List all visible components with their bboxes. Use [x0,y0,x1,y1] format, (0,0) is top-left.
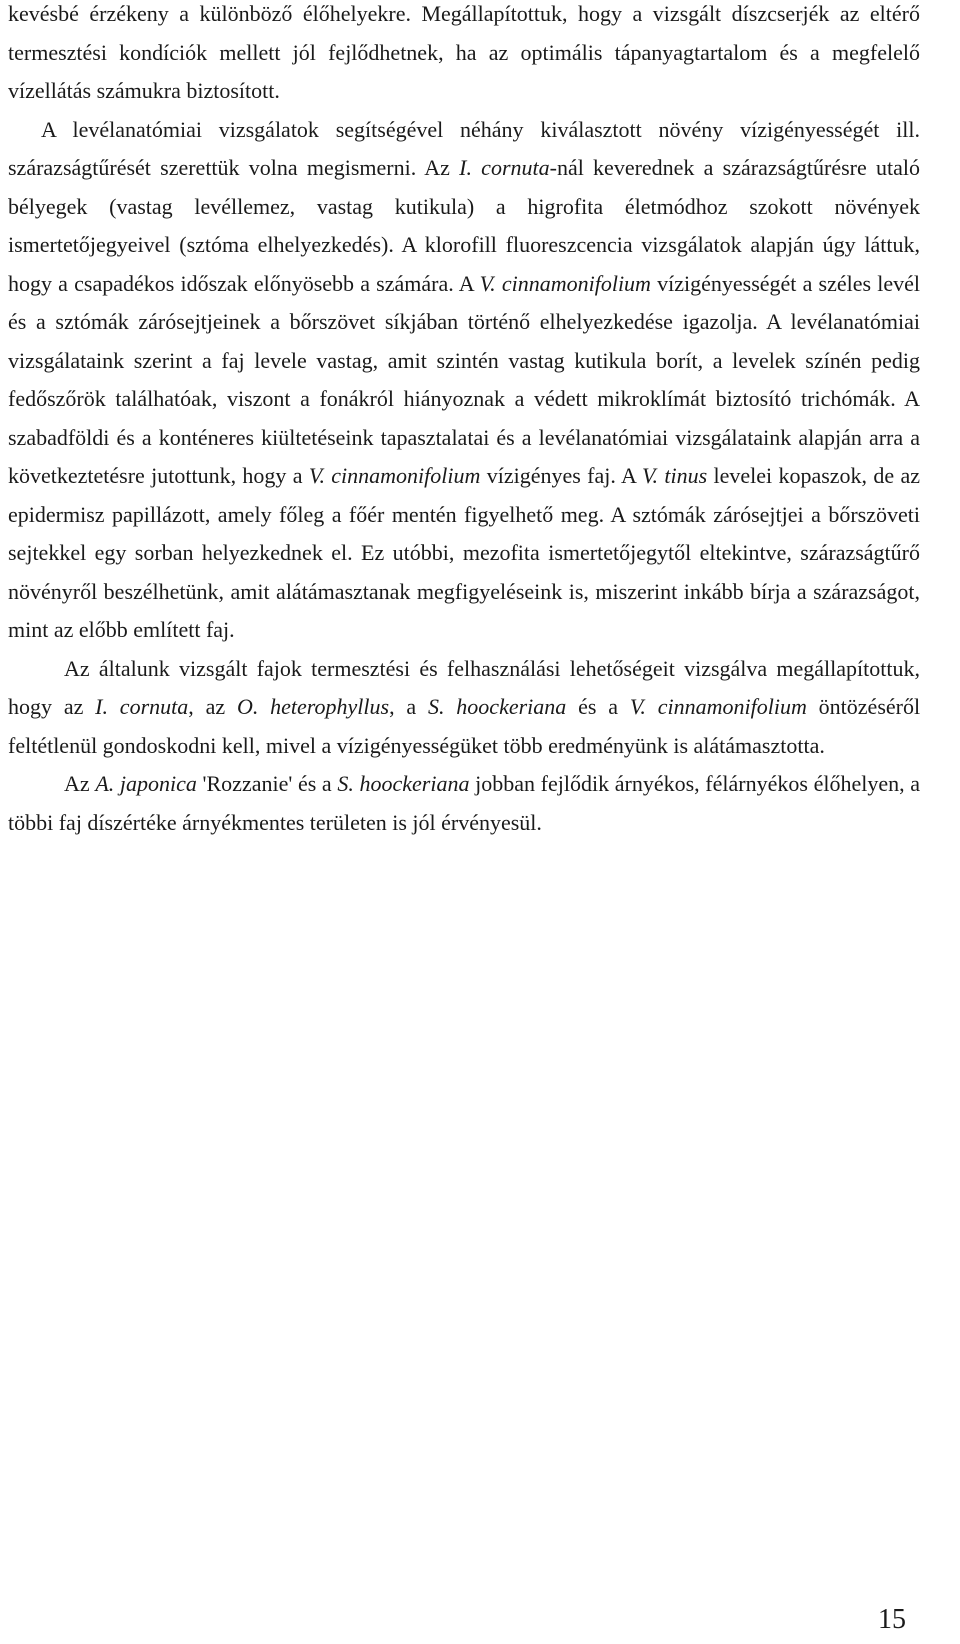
species-name: V. tinus [641,463,708,488]
species-name: V. cinnamonifolium [629,694,807,719]
text-run: és a [566,694,630,719]
text-run: A levélanatómiai vizsgálatok segítségével néhány kiválasztott növény vízigényességét ill. szárazságtűrését szerettük volna megismerni. Az [8,116,920,180]
paragraph-conclusions [8,0,920,650]
text-run: vízigényességét a széles levél és a sztómák zárósejtjeinek a bőrszövet síkjában történő elhelyezkedése igazolja. A levélanatómiai vizsgálataink szerint a faj levele vastag, amit szintén vastag kutikula borít, a levelek színén pedig fedőszőrök találhatóak, viszont a fonákról hiányoznak a védett mikroklímát biztosító trichómák. A szabadföldi és a konténeres kiültetéseink tapasztalatai és a levélanatómiai vizsgálataink alapján arra a következtetésre jutottunk, hogy a [8,270,920,488]
species-name: S. hoockeriana [427,694,567,719]
text-run: Az [64,771,96,796]
text-run: -nál keverednek a szárazságtűrésre utaló bélyegek (vastag levéllemez, vastag kutikula) a higrofita életmódhoz szokott növények ismertetőjegyeivel (sztóma elhelyezkedés). A klorofill fluoreszcencia vizsgálatok alapján úgy láttuk, hogy a csapadékos időszak előnyösebb a számára. A [8,155,920,296]
text-run: levelei kopaszok, de az epidermisz papillázott, amely főleg a főér mentén figyelhető meg. A sztómák zárósejtjei a bőrszöveti sejtekkel egy sorban helyezkednek el. Ez utóbbi, mezofita ismertetőjegytől eltekintve, szárazságtűrő növényről beszélhetünk, amit alátámasztanak megfigyeléseink is, miszerint inkább bírja a szárazságot, mint az előbb említett faj. [8,463,920,642]
page-number: 15 [878,1604,906,1635]
text-run: kevésbé érzékeny a különböző élőhelyekre. Megállapítottuk, hogy a vizsgált díszcserjék az eltérő termesztési kondíciók mellett jól fejlődhetnek, ha az optimális tápanyagtartalom és a megfelelő vízellátás számukra biztosított. [8,1,920,103]
text-run: , a [389,694,428,719]
text-run: jobban fejlődik árnyékos, félárnyékos élőhelyen, a többi faj díszértéke árnyékmentes területen is jól érvényesül. [8,771,921,835]
text-run: Az általunk vizsgált fajok termesztési és felhasználási lehetőségeit vizsgálva megállapítottuk, hogy az [8,655,920,719]
document-body [8,0,920,842]
species-name: V. cinnamonifolium [479,270,651,296]
species-name: O. heterophyllus [236,694,390,719]
paragraph-shade [8,765,920,842]
species-name: I. cornuta [459,155,550,180]
species-name: V. cinnamonifolium [308,463,481,488]
text-run: 'Rozzanie' és a [196,771,338,796]
text-run: öntözéséről feltétlenül gondoskodni kell, mivel a vízigényességüket több eredményünk is alátámasztotta. [8,694,921,758]
species-name: S. hoockeriana [337,771,470,796]
text-run: vízigényes faj. A [480,463,642,488]
text-run: , az [188,694,237,719]
species-name: A. japonica [95,771,197,796]
paragraph-cultivation [8,650,920,766]
species-name: I. cornuta [95,694,189,719]
